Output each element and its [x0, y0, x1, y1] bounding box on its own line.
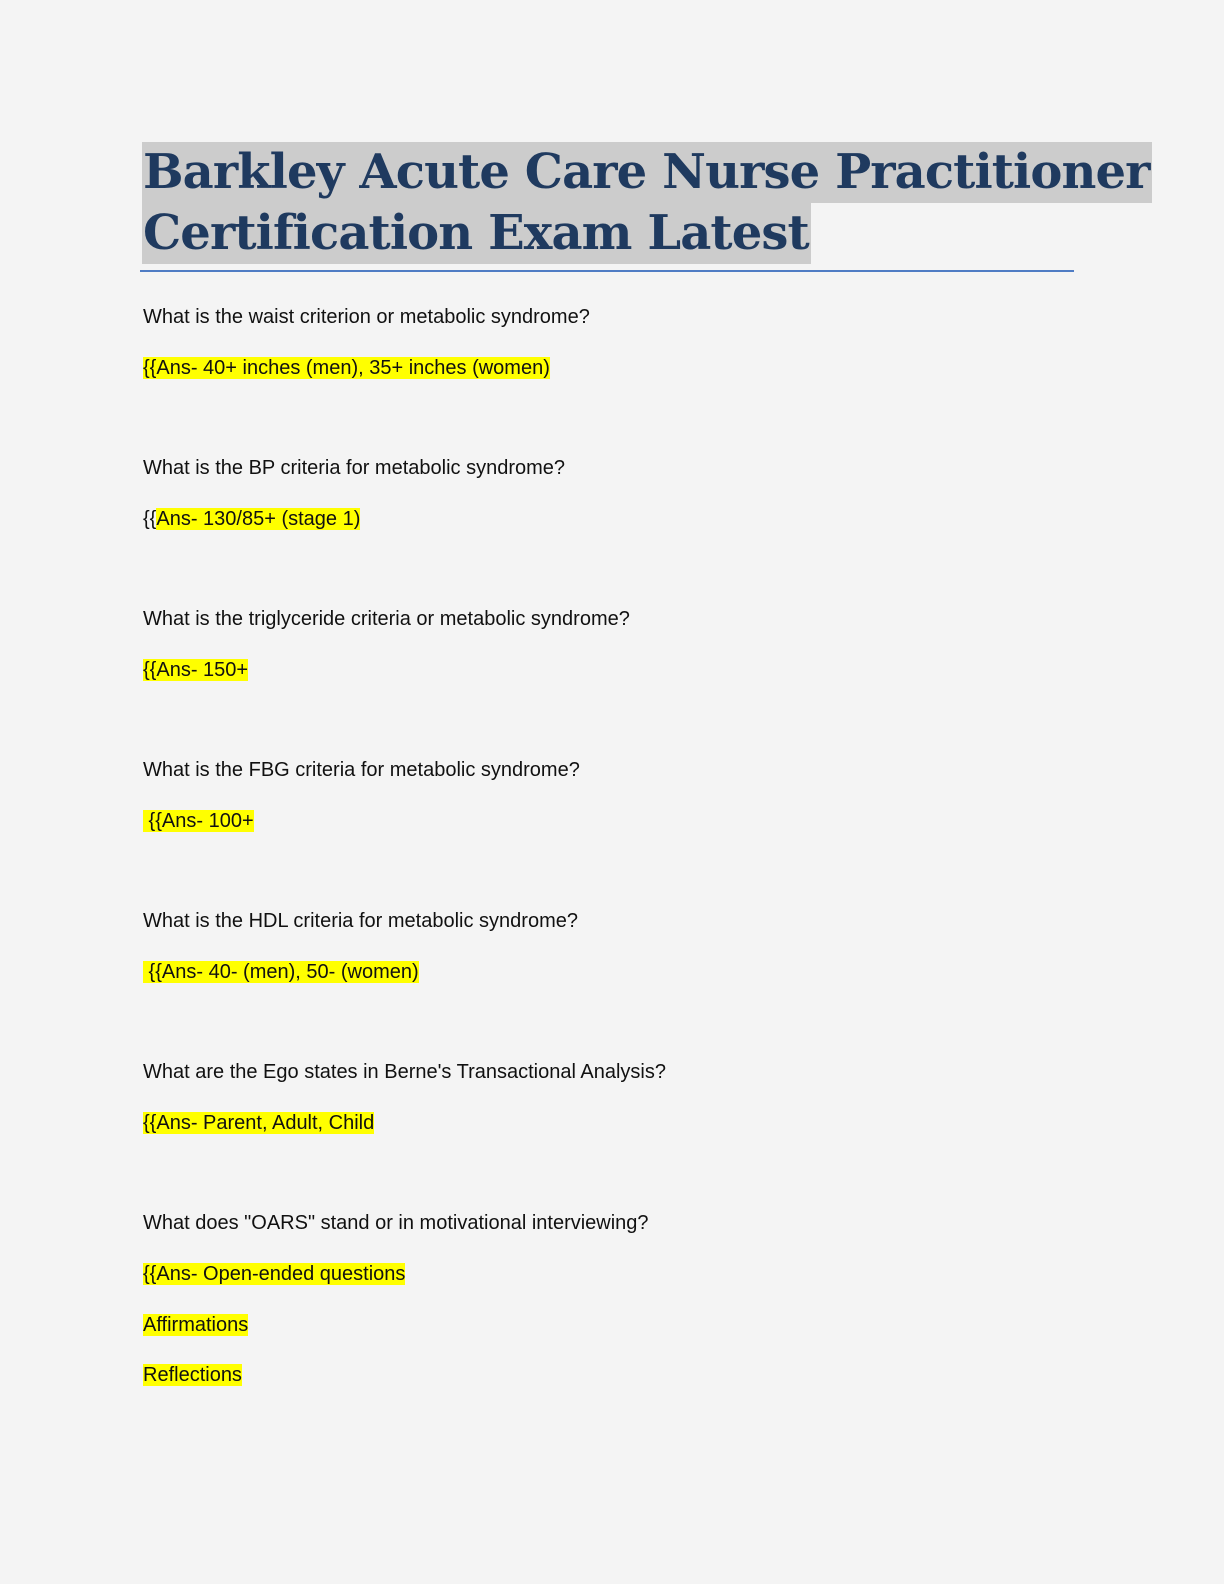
answer-1-text: {{Ans- 40+ inches (men), 35+ inches (women) [143, 357, 550, 379]
answer-4 [143, 808, 254, 834]
question-6: What are the Ego states in Berne's Transactional Analysis? [143, 1061, 666, 1083]
answer-7-affirmations: Affirmations [143, 1314, 249, 1336]
document-title [142, 142, 1150, 264]
answer-6-text: {{Ans- Parent, Adult, Child [143, 1112, 375, 1134]
answer-2-text: Ans- 130/85+ (stage 1) [156, 508, 361, 530]
answer-7-line-3 [143, 1362, 242, 1388]
answer-5-text: {{Ans- 40- (men), 50- (women) [143, 961, 419, 983]
question-1: What is the waist criterion or metabolic syndrome? [143, 306, 590, 328]
question-3: What is the triglyceride criteria or metabolic syndrome? [143, 608, 630, 630]
question-4: What is the FBG criteria for metabolic syndrome? [143, 759, 580, 781]
answer-5 [143, 959, 419, 985]
title-line-1: Barkley Acute Care Nurse Practitioner [142, 142, 1152, 203]
answer-2 [143, 506, 360, 532]
question-7: What does "OARS" stand or in motivational interviewing? [143, 1212, 649, 1234]
answer-7-reflections: Reflections [143, 1364, 242, 1386]
answer-3 [143, 657, 248, 683]
title-line-2: Certification Exam Latest [142, 203, 811, 264]
answer-7-line-2 [143, 1312, 248, 1338]
answer-1 [143, 355, 550, 381]
answer-7 [143, 1261, 405, 1287]
answer-3-text: {{Ans- 150+ [143, 659, 249, 681]
answer-4-text: {{Ans- 100+ [143, 810, 254, 832]
answer-6 [143, 1110, 374, 1136]
question-2: What is the BP criteria for metabolic syndrome? [143, 457, 566, 479]
answer-2-prefix: {{ [143, 508, 157, 530]
answer-7-text: {{Ans- Open-ended questions [143, 1263, 406, 1285]
title-underline [140, 270, 1074, 272]
question-5: What is the HDL criteria for metabolic syndrome? [143, 910, 578, 932]
